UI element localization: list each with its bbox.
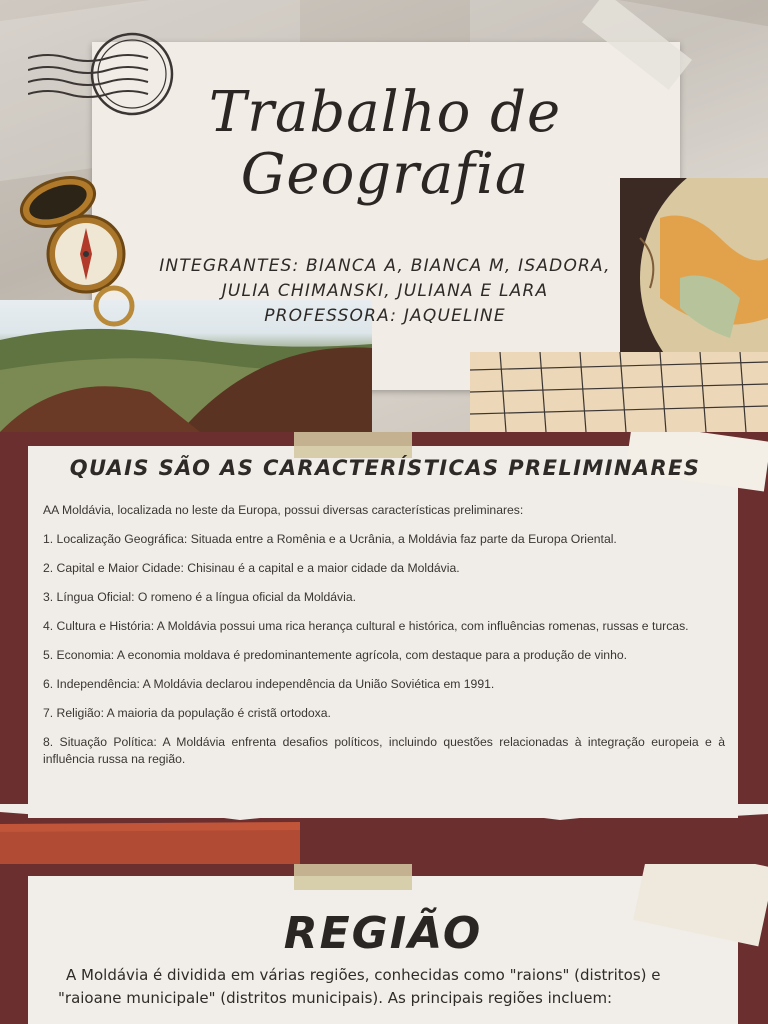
members-block (130, 254, 640, 329)
grid-paper-scrap (470, 352, 768, 432)
torn-paper-edge (0, 804, 768, 864)
list-item: 4. Cultura e História: A Moldávia possui uma rica herança cultural e histórica, com influências romenas, russas e turcas. (43, 619, 689, 633)
list-item: 2. Capital e Maior Cidade: Chisinau é a capital e a maior cidade da Moldávia. (43, 561, 460, 575)
section-heading: QUAIS SÃO AS CARACTERÍSTICAS PRELIMINARES (69, 456, 701, 480)
list-item: 7. Religião: A maioria da população é cristã ortodoxa. (43, 706, 331, 720)
section-body (43, 502, 725, 780)
cover-slide (0, 0, 768, 432)
page-title (160, 82, 610, 206)
tape-strip (294, 864, 412, 890)
globe-photo (620, 178, 768, 358)
list-item: 8. Situação Política: A Moldávia enfrenta desafios políticos, incluindo questões relacionadas à integração europeia e à influência russa na região. (43, 735, 725, 766)
postmark-stamp-icon (28, 26, 176, 122)
region-slide (0, 864, 768, 1024)
section-heading: REGIÃO (283, 908, 483, 959)
compass-icon (16, 172, 136, 330)
list-item: 5. Economia: A economia moldava é predominantemente agrícola, com destaque para a produção de vinho. (43, 648, 628, 662)
list-item: 3. Língua Oficial: O romeno é a língua oficial da Moldávia. (43, 590, 356, 604)
title-line-2: Geografia (240, 142, 530, 207)
list-item: 1. Localização Geográfica: Situada entre a Romênia e a Ucrânia, a Moldávia faz parte da Europa Oriental. (43, 532, 617, 546)
tape-strip (294, 432, 412, 458)
intro-paragraph: AA Moldávia, localizada no leste da Europa, possui diversas características preliminares: (43, 503, 524, 517)
members-line-2: JULIA CHIMANSKI, JULIANA E LARA (221, 281, 549, 301)
members-line-1: INTEGRANTES: BIANCA A, BIANCA M, ISADORA, (159, 256, 611, 276)
list-item: 6. Independência: A Moldávia declarou independência da União Soviética em 1991. (43, 677, 495, 691)
teacher-line: PROFESSORA: JAQUELINE (264, 306, 506, 326)
characteristics-slide (0, 432, 768, 864)
section-body (58, 964, 728, 1010)
title-line-1: Trabalho de (208, 80, 562, 145)
region-paragraph: A Moldávia é dividida em várias regiões, conhecidas como "raions" (distritos) e "raioane municipale" (distritos municipais). As principais regiões incluem: (58, 966, 661, 1007)
